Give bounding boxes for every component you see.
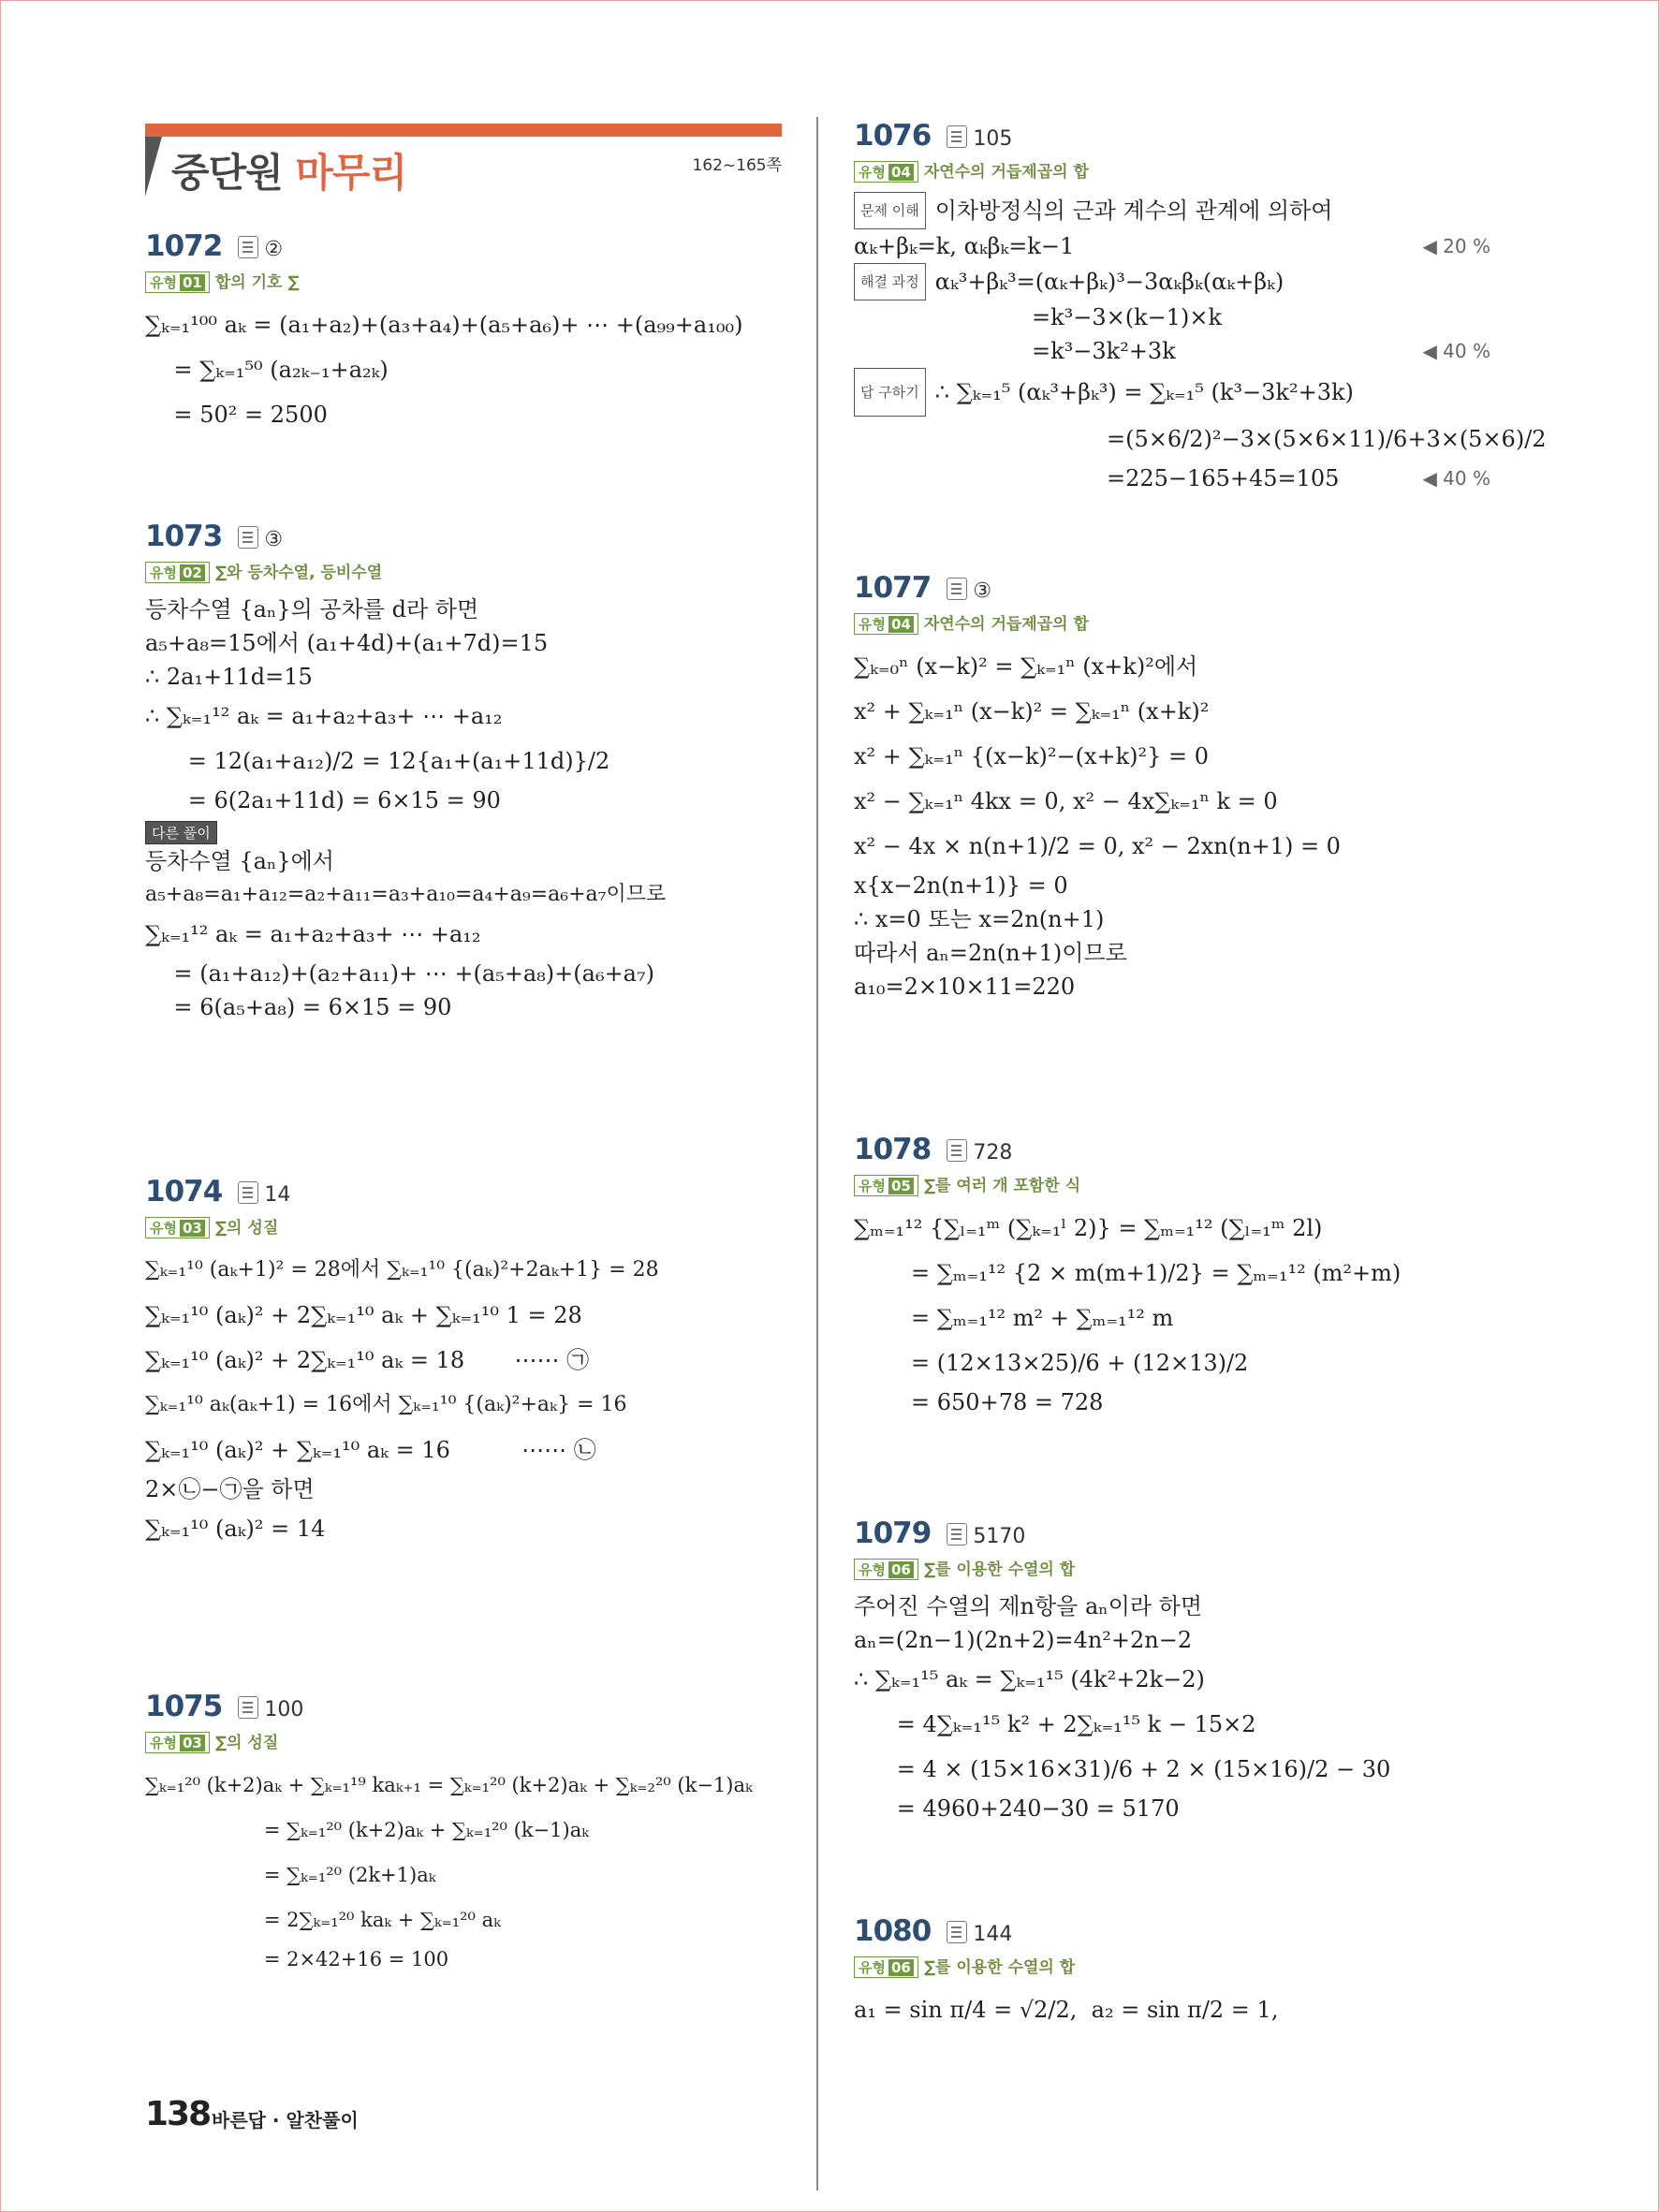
solution: [145, 302, 791, 437]
solution: [854, 1589, 1490, 1825]
step-label: 문제 이해: [854, 192, 926, 229]
answer: [947, 1139, 1012, 1165]
answer-icon: [238, 236, 258, 258]
answer: [238, 236, 283, 261]
answer-value: 14: [264, 1183, 291, 1207]
problem-number: 1075: [145, 1690, 223, 1723]
solution-line: ∑ₘ₌₁¹² {∑ₗ₌₁ᵐ (∑ₖ₌₁ˡ 2)} = ∑ₘ₌₁¹² (∑ₗ₌₁ᵐ 2l): [854, 1215, 1323, 1241]
problem-number: 1079: [854, 1516, 932, 1550]
section-title-part1: 중단원: [171, 150, 283, 196]
solution-line: ∑ₖ₌₁¹⁰ (aₖ)² + ∑ₖ₌₁¹⁰ aₖ = 16 ⋯⋯ ㉡: [145, 1437, 596, 1463]
solution: [854, 644, 1490, 1003]
type-word: 유형: [859, 616, 886, 633]
type-number: 03: [180, 1735, 205, 1751]
solution-line: ∑ₖ₌₁¹⁰⁰ aₖ = (a₁+a₂)+(a₃+a₄)+(a₅+a₆)+ ⋯ +(a₉₉+a₁₀₀): [145, 312, 743, 338]
solution-line: =k³−3k²+3k: [1032, 338, 1176, 364]
page-number: 138: [145, 2095, 211, 2133]
answer-value: ③: [264, 528, 284, 551]
banner-bar: [145, 124, 782, 137]
step-label: 답 구하기: [854, 368, 926, 417]
alt-solution-line: ∑ₖ₌₁¹² aₖ = a₁+a₂+a₃+ ⋯ +a₁₂: [145, 921, 481, 947]
solution-line: = (12×13×25)/6 + (12×13)/2: [854, 1350, 1249, 1376]
answer-value: 728: [973, 1141, 1013, 1165]
solution-line: x² + ∑ₖ₌₁ⁿ {(x−k)²−(x+k)²} = 0: [854, 743, 1210, 769]
solution-line: =k³−3×(k−1)×k: [1032, 304, 1223, 330]
solution-line: ∴ x=0 또는 x=2n(n+1): [854, 906, 1105, 932]
type-number: 02: [180, 564, 205, 581]
section-title-part2: 마무리: [295, 150, 407, 196]
solution-line: = 12(a₁+a₁₂)/2 = 12{a₁+(a₁+11d)}/2: [145, 748, 610, 774]
answer: [947, 578, 991, 603]
type-number: 01: [180, 274, 205, 291]
solution-line: = 50² = 2500: [145, 402, 328, 428]
answer: [947, 1921, 1012, 1946]
score-percent: ◀ 20 %: [1422, 235, 1490, 257]
problem-1076: [854, 119, 1547, 495]
problem-number: 1080: [854, 1914, 932, 1948]
solution-line: = 6(2a₁+11d) = 6×15 = 90: [145, 787, 501, 813]
solution-line: =(5×6/2)²−3×(5×6×11)/6+3×(5×6)/2: [1107, 426, 1547, 452]
type-word: 유형: [150, 1220, 177, 1237]
type-title: ∑의 성질: [214, 1734, 279, 1752]
type-tag: [854, 613, 918, 635]
type-word: 유형: [150, 1735, 177, 1751]
alt-solution-line: = (a₁+a₁₂)+(a₂+a₁₁)+ ⋯ +(a₅+a₈)+(a₆+a₇): [145, 960, 654, 987]
step-text: αₖ³+βₖ³=(αₖ+βₖ)³−3αₖβₖ(αₖ+βₖ): [934, 269, 1285, 295]
answer-value: ②: [264, 238, 284, 261]
solution-line: aₙ=(2n−1)(2n+2)=4n²+2n−2: [854, 1627, 1193, 1653]
solution-line: 등차수열 {aₙ}의 공차를 d라 하면: [145, 596, 479, 623]
solution-line: = 2∑ₖ₌₁²⁰ kaₖ + ∑ₖ₌₁²⁰ aₖ: [145, 1909, 501, 1931]
problem-type: [854, 610, 1490, 635]
answer-value: 100: [264, 1698, 304, 1721]
answer-icon: [238, 1181, 258, 1204]
type-word: 유형: [859, 1561, 886, 1578]
solution-line: = 4960+240−30 = 5170: [854, 1795, 1180, 1822]
type-title: ∑를 이용한 수열의 합: [923, 1560, 1076, 1579]
type-number: 06: [888, 1561, 914, 1578]
solution-line: ∑ₖ₌₁²⁰ (k+2)aₖ + ∑ₖ₌₁¹⁹ kaₖ₊₁ = ∑ₖ₌₁²⁰ (k+2)aₖ + ∑ₖ₌₂²⁰ (k−1)aₖ: [145, 1774, 753, 1796]
type-title: ∑를 여러 개 포함한 식: [923, 1177, 1081, 1195]
type-title: 자연수의 거듭제곱의 합: [923, 615, 1089, 634]
answer-icon: [238, 1696, 258, 1719]
solution-line: a₁ = sin π/4 = √2/2, a₂ = sin π/2 = 1,: [854, 1997, 1279, 2023]
solution-line: = 650+78 = 728: [854, 1389, 1104, 1415]
solution-line: 2×㉡−㉠을 하면: [145, 1476, 315, 1502]
answer-icon: [947, 1139, 967, 1162]
type-tag: [854, 161, 918, 183]
problem-type: [854, 1172, 1490, 1196]
banner-corner: [145, 137, 162, 197]
solution-line: 따라서 aₙ=2n(n+1)이므로: [854, 940, 1127, 966]
type-title: ∑의 성질: [214, 1219, 279, 1238]
solution-line: = 4 × (15×16×31)/6 + 2 × (15×16)/2 − 30: [854, 1756, 1391, 1782]
problem-1080: [854, 1914, 1490, 2032]
solution-line: ∴ ∑ₖ₌₁¹⁵ aₖ = ∑ₖ₌₁¹⁵ (4k²+2k−2): [854, 1666, 1205, 1692]
solution-line: ∴ ∑ₖ₌₁¹² aₖ = a₁+a₂+a₃+ ⋯ +a₁₂: [145, 703, 503, 729]
solution: [145, 1763, 800, 1976]
problem-type: [145, 1214, 800, 1238]
solution: [145, 1248, 800, 1551]
answer: [238, 1696, 303, 1721]
answer-icon: [947, 1523, 967, 1545]
type-title: 합의 기호 ∑: [214, 273, 300, 292]
score-percent: ◀ 40 %: [1422, 340, 1490, 362]
problem-type: [854, 158, 1490, 183]
answer-icon: [947, 125, 967, 148]
solution-line: = ∑ₘ₌₁¹² {2 × m(m+1)/2} = ∑ₘ₌₁¹² (m²+m): [854, 1260, 1402, 1286]
type-tag: [145, 1217, 210, 1238]
problem-number: 1072: [145, 229, 223, 263]
answer-value: 144: [973, 1923, 1013, 1946]
solution-line: x² + ∑ₖ₌₁ⁿ (x−k)² = ∑ₖ₌₁ⁿ (x+k)²: [854, 698, 1210, 725]
answer: [238, 1181, 290, 1207]
type-tag: [145, 562, 210, 583]
problem-number: 1074: [145, 1175, 223, 1209]
problem-1073: [145, 520, 800, 1024]
problem-type: [145, 269, 791, 293]
score-percent: ◀ 40 %: [1422, 467, 1490, 490]
type-word: 유형: [859, 1178, 886, 1194]
type-tag: [145, 1732, 210, 1753]
problem-number: 1076: [854, 119, 932, 153]
page-range: 162~165쪽: [692, 156, 782, 175]
solution-line: = ∑ₖ₌₁²⁰ (2k+1)aₖ: [145, 1864, 436, 1886]
solution-line: a₁₀=2×10×11=220: [854, 974, 1076, 1000]
problem-1072: [145, 229, 791, 437]
alt-solution-line: a₅+a₈=a₁+a₁₂=a₂+a₁₁=a₃+a₁₀=a₄+a₉=a₆+a₇이므로: [145, 883, 667, 906]
problem-number: 1073: [145, 520, 223, 553]
answer: [238, 526, 283, 551]
solution-line: ∑ₖ₌₁¹⁰ (aₖ)² + 2∑ₖ₌₁¹⁰ aₖ = 18 ⋯⋯ ㉠: [145, 1347, 590, 1373]
solution: [145, 593, 800, 1024]
solution-line: = 2×42+16 = 100: [145, 1948, 449, 1970]
solution-line: x² − 4x × n(n+1)/2 = 0, x² − 2xn(n+1) = 0: [854, 833, 1341, 859]
solution-line: ∑ₖ₌₁¹⁰ aₖ(aₖ+1) = 16에서 ∑ₖ₌₁¹⁰ {(aₖ)²+aₖ} = 16: [145, 1393, 627, 1416]
step-label: 해결 과정: [854, 263, 926, 300]
problem-type: [145, 1729, 800, 1753]
type-title: ∑와 등차수열, 등비수열: [214, 564, 383, 582]
solution-line: = ∑ₖ₌₁⁵⁰ (a₂ₖ₋₁+a₂ₖ): [145, 357, 389, 383]
type-tag: [854, 1559, 918, 1580]
type-number: 03: [180, 1220, 205, 1237]
step-text: 이차방정식의 근과 계수의 관계에 의하여: [934, 198, 1333, 224]
type-tag: [145, 271, 210, 293]
type-title: 자연수의 거듭제곱의 합: [923, 163, 1089, 182]
solution: [854, 192, 1547, 495]
solution-line: x² − ∑ₖ₌₁ⁿ 4kx = 0, x² − 4x∑ₖ₌₁ⁿ k = 0: [854, 788, 1278, 814]
solution-line: αₖ+βₖ=k, αₖβₖ=k−1: [854, 233, 1075, 259]
problem-type: [854, 1556, 1490, 1580]
solution: [854, 1987, 1490, 2032]
problem-type: [854, 1954, 1490, 1978]
book-title: 바른답 · 알찬풀이: [212, 2109, 359, 2131]
type-title: ∑를 이용한 수열의 합: [923, 1958, 1076, 1977]
type-word: 유형: [150, 564, 177, 581]
type-tag: [854, 1175, 918, 1196]
type-number: 05: [888, 1178, 914, 1194]
type-word: 유형: [150, 274, 177, 291]
answer-value: 105: [973, 127, 1013, 151]
type-number: 04: [888, 616, 914, 633]
solution-line: =225−165+45=105: [1107, 465, 1340, 491]
section-title: [171, 142, 406, 198]
solution-line: ∑ₖ₌₁¹⁰ (aₖ)² + 2∑ₖ₌₁¹⁰ aₖ + ∑ₖ₌₁¹⁰ 1 = 28: [145, 1302, 582, 1328]
answer-value: 5170: [973, 1525, 1026, 1548]
answer-icon: [947, 578, 967, 600]
answer-value: ③: [973, 579, 992, 603]
type-word: 유형: [859, 1959, 886, 1976]
solution-line: = 4∑ₖ₌₁¹⁵ k² + 2∑ₖ₌₁¹⁵ k − 15×2: [854, 1711, 1256, 1737]
alt-solution-label: 다른 풀이: [145, 821, 217, 844]
column-divider: [816, 117, 818, 2190]
problem-1078: [854, 1133, 1490, 1419]
solution-line: ∑ₖ₌₀ⁿ (x−k)² = ∑ₖ₌₁ⁿ (x+k)²에서: [854, 653, 1198, 680]
solution-line: 주어진 수열의 제n항을 aₙ이라 하면: [854, 1593, 1203, 1619]
answer-icon: [947, 1921, 967, 1943]
solution-line: ∴ 2a₁+11d=15: [145, 664, 313, 690]
problem-number: 1077: [854, 571, 932, 605]
answer-icon: [238, 526, 258, 549]
alt-solution-line: 등차수열 {aₙ}에서: [145, 848, 334, 874]
problem-1075: [145, 1690, 800, 1976]
problem-type: [145, 559, 800, 583]
type-tag: [854, 1956, 918, 1978]
problem-1077: [854, 571, 1490, 1003]
problem-number: 1078: [854, 1133, 932, 1166]
solution-line: = ∑ₘ₌₁¹² m² + ∑ₘ₌₁¹² m: [854, 1305, 1174, 1331]
section-banner: [145, 124, 782, 197]
problem-1079: [854, 1516, 1490, 1825]
solution: [854, 1206, 1490, 1419]
solution-line: x{x−2n(n+1)} = 0: [854, 872, 1068, 899]
solution-line: a₅+a₈=15에서 (a₁+4d)+(a₁+7d)=15: [145, 630, 549, 656]
step-text: ∴ ∑ₖ₌₁⁵ (αₖ³+βₖ³) = ∑ₖ₌₁⁵ (k³−3k²+3k): [934, 379, 1354, 405]
alt-solution-line: = 6(a₅+a₈) = 6×15 = 90: [145, 994, 452, 1020]
solution-line: = ∑ₖ₌₁²⁰ (k+2)aₖ + ∑ₖ₌₁²⁰ (k−1)aₖ: [145, 1819, 589, 1841]
solution-line: ∑ₖ₌₁¹⁰ (aₖ)² = 14: [145, 1516, 326, 1542]
solution-line: ∑ₖ₌₁¹⁰ (aₖ+1)² = 28에서 ∑ₖ₌₁¹⁰ {(aₖ)²+2aₖ+1} = 28: [145, 1258, 659, 1282]
type-number: 04: [888, 164, 914, 181]
type-number: 06: [888, 1959, 914, 1976]
problem-1074: [145, 1175, 800, 1551]
type-word: 유형: [859, 164, 886, 181]
answer: [947, 1523, 1025, 1548]
answer: [947, 125, 1012, 151]
